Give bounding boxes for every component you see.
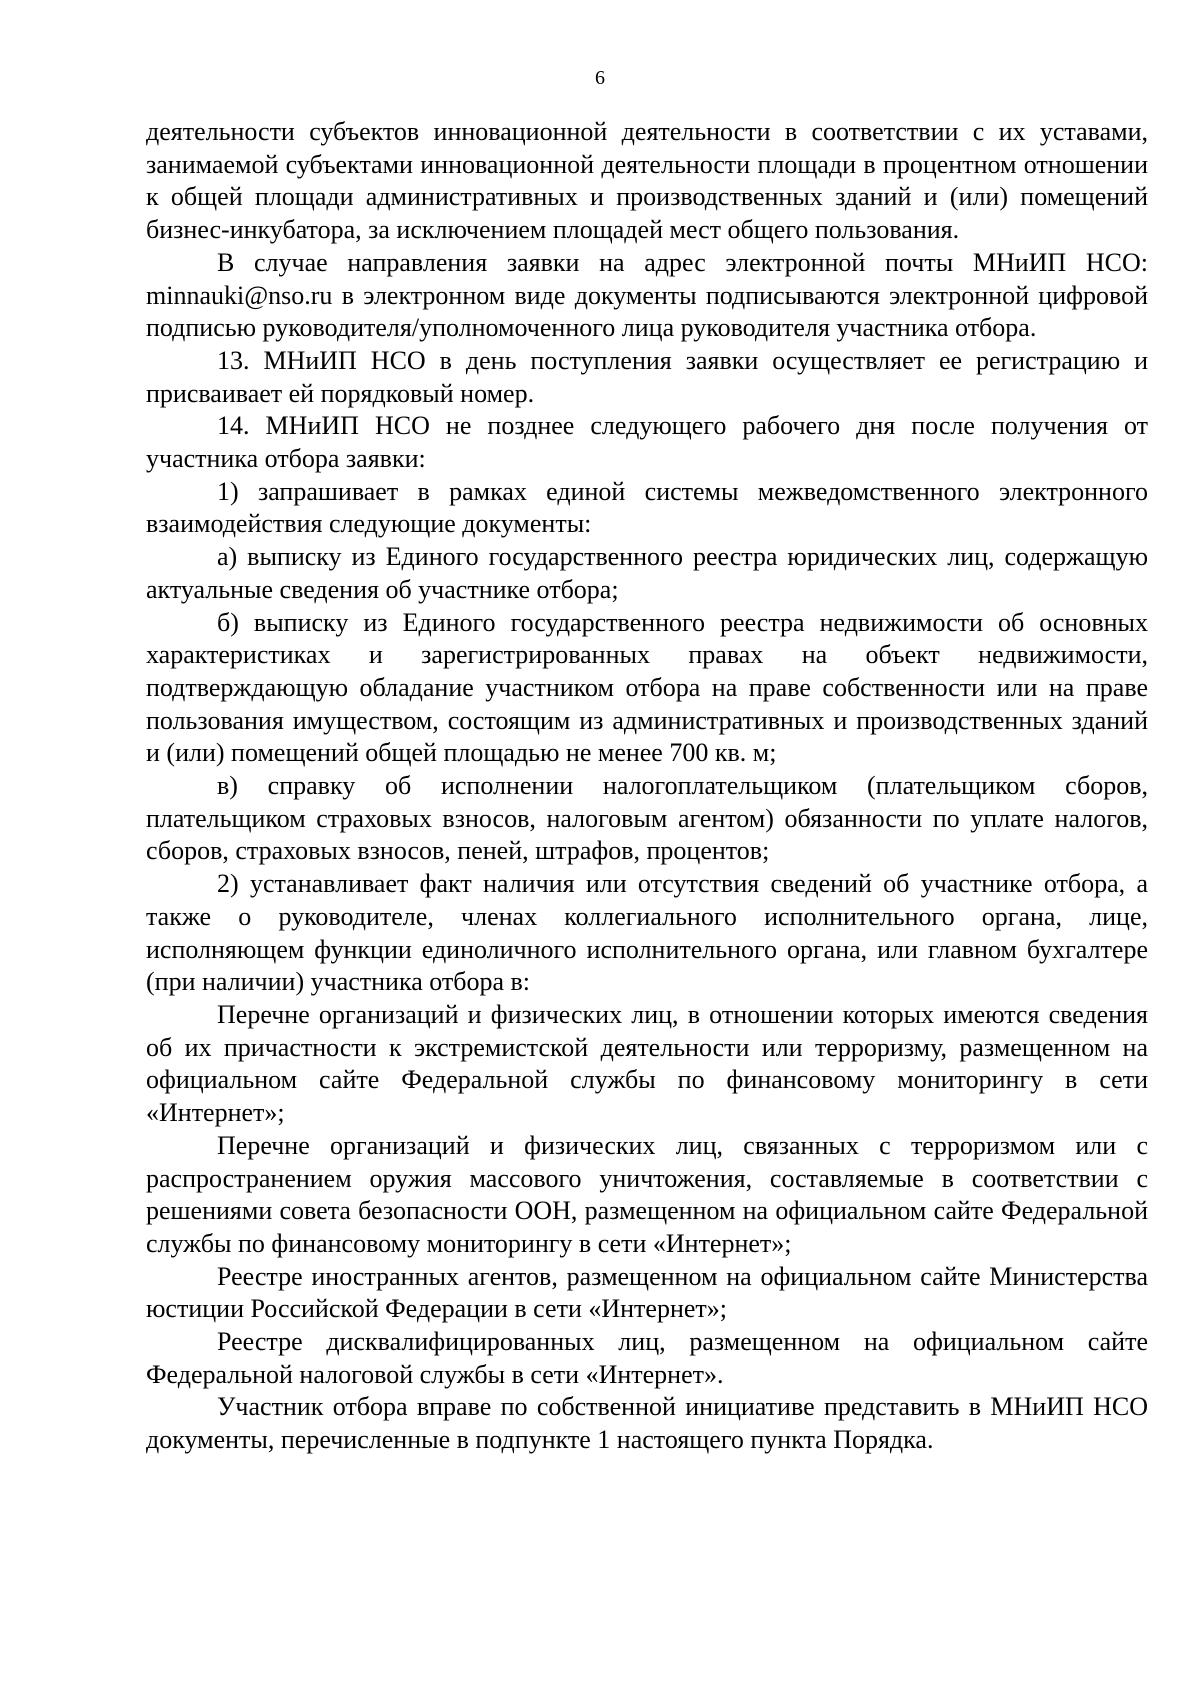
page-number: 6: [595, 67, 605, 89]
paragraph-item-14: 14. МНиИП НСО не позднее следующего рабочего дня после получения от участника отбора заявки:: [146, 411, 1148, 474]
paragraph-item-13: 13. МНиИП НСО в день поступления заявки осуществляет ее регистрацию и присваивает ей порядковый номер.: [146, 345, 1148, 408]
paragraph-subitem-2: 2) устанавливает факт наличия или отсутствия сведений об участнике отбора, а также о руководителе, членах коллегиального исполнительного органа, лице, исполняющем функции единоличного исполнительного органа, или главном бухгалтере (при наличии) участника отбора в:: [146, 869, 1148, 997]
paragraph-email-submission: В случае направления заявки на адрес электронной почты МНиИП НСО: minnauki@nso.ru в электронном виде документы подписываются электронной цифровой подписью руководителя/уполномоченного лица руководителя участника отбора.: [146, 247, 1148, 343]
paragraph-register-foreign-agents: Реестре иностранных агентов, размещенном на официальном сайте Министерства юстиции Российской Федерации в сети «Интернет»;: [146, 1261, 1148, 1324]
paragraph-continuation: деятельности субъектов инновационной деятельности в соответствии с их уставами, занимаемой субъектами инновационной деятельности площади в процентном отношении к общей площади административных и производственных зданий и (или) помещений бизнес-инкубатора, за исключением площадей мест общего пользования.: [146, 117, 1148, 245]
paragraph-subitem-1: 1) запрашивает в рамках единой системы межведомственного электронного взаимодействия следующие документы:: [146, 476, 1148, 539]
paragraph-subitem-v: в) справку об исполнении налогоплательщиком (плательщиком сборов, плательщиком страховых взносов, налоговым агентом) обязанности по уплате налогов, сборов, страховых взносов, пеней, штрафов, процентов;: [146, 771, 1148, 866]
document-body: [146, 116, 1148, 1457]
paragraph-subitem-a: а) выписку из Единого государственного реестра юридических лиц, содержащую актуальные сведения об участнике отбора;: [146, 542, 1148, 604]
paragraph-list-terrorism: Перечне организаций и физических лиц, связанных с терроризмом или с распространением оружия массового уничтожения, составляемые в соответствии с решениями совета безопасности ООН, размещенном на официальном сайте Федеральной службы по финансовому мониторингу в сети «Интернет»;: [146, 1130, 1148, 1258]
paragraph-list-extremism: Перечне организаций и физических лиц, в отношении которых имеются сведения об их причастности к экстремистской деятельности или терроризму, размещенном на официальном сайте Федеральной службы по финансовому мониторингу в сети «Интернет»;: [146, 999, 1148, 1128]
paragraph-subitem-b: б) выписку из Единого государственного реестра недвижимости об основных характеристиках и зарегистрированных правах на объект недвижимости, подтверждающую обладание участником отбора на праве собственности или на праве пользования имуществом, состоящим из административных и производственных зданий и (или) помещений общей площадью не менее 700 кв. м;: [146, 607, 1148, 768]
paragraph-register-disqualified: Реестре дисквалифицированных лиц, размещенном на официальном сайте Федеральной налоговой службы в сети «Интернет».: [146, 1327, 1148, 1389]
paragraph-own-initiative: Участник отбора вправе по собственной инициативе представить в МНиИП НСО документы, перечисленные в подпункте 1 настоящего пункта Порядка.: [146, 1392, 1148, 1455]
